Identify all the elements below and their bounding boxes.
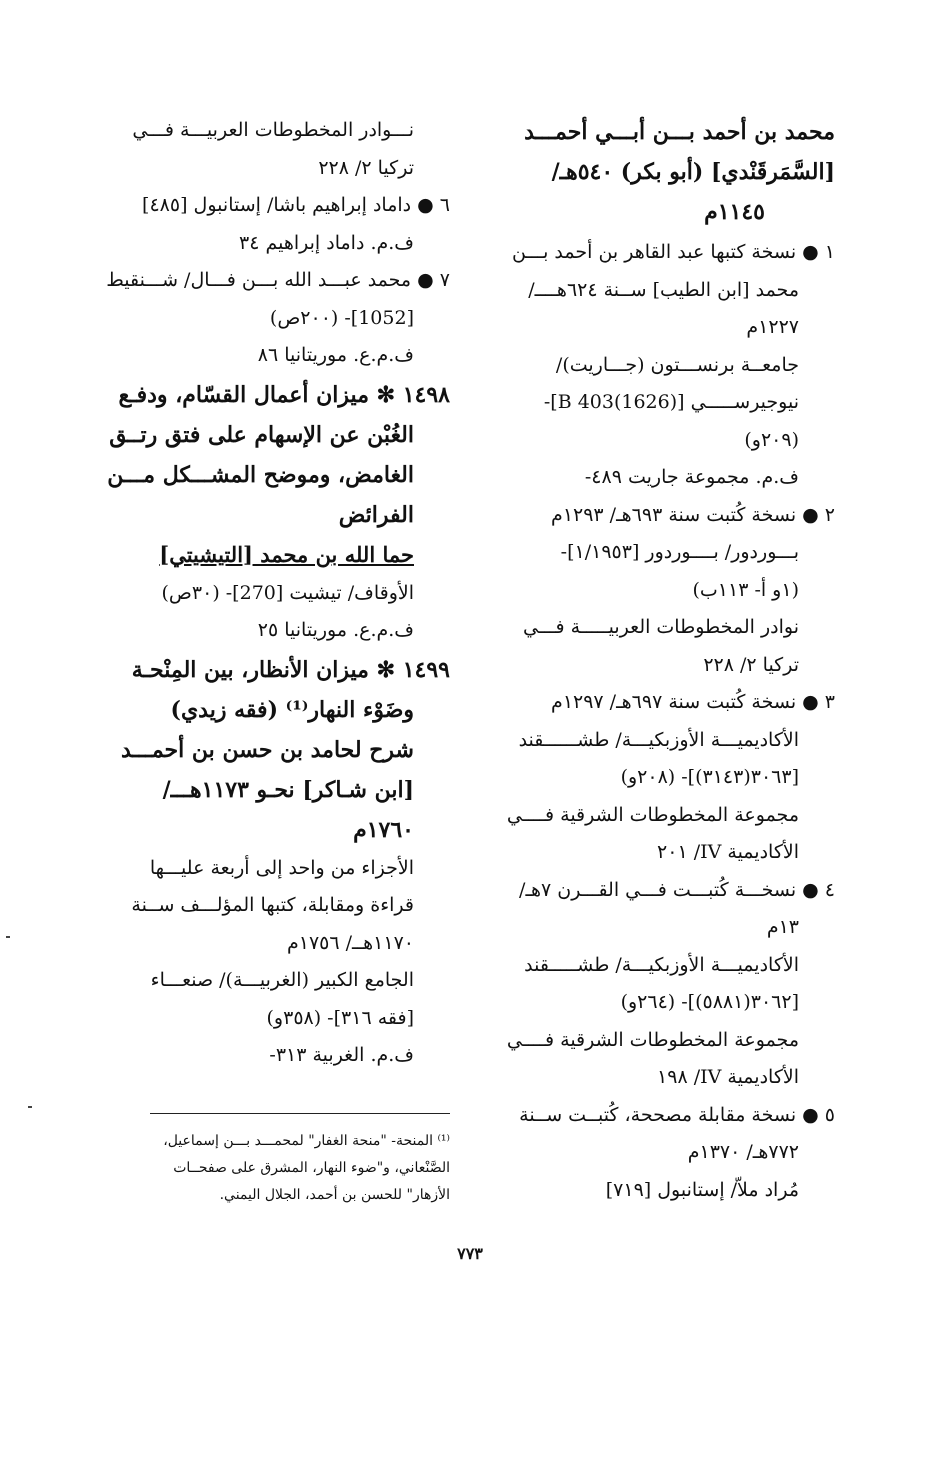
continued-lines [105,112,450,187]
item-line: ١٣م [766,916,799,938]
entry-title-line: الغُبْن عن الإسهام على فتق رتــق [109,421,414,448]
heading-line: ١١٤٥م [704,199,765,225]
item-line: (١و أ- ١١٣ب) [692,578,799,601]
item-line: (٢٠٩و) [744,428,799,451]
entry-author-heading [500,112,835,232]
copy-item-5 [500,1097,835,1210]
entry-title-line: ١٤٩٩ ✻ ميزان الأنظار، بين المِنْحـة [131,656,450,683]
entry-title-line: شرح لحامد بن حسن بن أحمـــد [120,736,414,763]
entry-1499 [105,650,450,1075]
item-line: ٥ ● نسخة مقابلة مصححة، كُتبــت ســنة [519,1103,835,1126]
item-line: [فقه ٣١٦]- (٣٥٨و) [266,1006,414,1029]
item-line: ف.م. الغربية ٣١٣- [269,1044,414,1066]
page-number: ٧٧٣ [457,1244,483,1263]
item-line: [٣٠٦٢(٥٨٨١)]- (٢٦٤و) [620,991,799,1013]
item-line: بـــوردور/ بــــوردور [١/١٩٥٣]- [560,541,799,563]
item-line: ٢ ● نسخة كُتبت سنة ٦٩٣هـ/ ١٢٩٣م [551,503,835,526]
item-line: تركيا ٢/ ٢٢٨ [318,156,414,179]
footnote-line: الصَّنْعاني، و"ضوء النهار، المشرق على صفحــات [173,1160,450,1176]
item-line: تركيا ٢/ ٢٢٨ [703,653,799,676]
item-line: ف.م. داماد إبراهيم ٣٤ [239,231,414,254]
item-line: ٣ ● نسخة كُتبت سنة ٦٩٧هـ/ ١٢٩٧م [551,691,835,713]
entry-author-line [105,535,450,575]
item-line: الأكاديمية IV/ ١٩٨ [657,1066,799,1088]
item-line: الأجزاء من واحد إلى أربعة عليـــها [149,856,414,879]
entry-title-line: وضَوْء النهار⁽¹⁾ (فقه زيدي) [170,696,414,723]
item-line: ٧ ● محمد عبـــد الله بـــن فـــال/ شـــنقيط [106,269,450,291]
item-line: الأوقاف/ تيشيت [270]- (٣٠ص) [161,581,414,604]
item-line: ف.م. مجموعة جاريت ٤٨٩- [584,466,799,488]
item-line: ١١٧٠هــ/ ١٧٥٦م [286,931,414,954]
entry-title-line: [ابن شـاكر] نحـو ١١٧٣هـــ/ [162,776,414,803]
footnote-divider [150,1113,450,1114]
copy-item-7 [105,262,450,375]
item-line: الجامع الكبير (الغربيـــة)/ صنعـــاء [150,969,414,991]
entry-title-line: الفرائض [338,501,414,528]
author-nisba: [التيشيتي] [159,541,253,567]
item-line: [1052]- (٢٠٠ص) [269,306,414,329]
item-line: قراءة ومقابلة، كتبها المؤلـــف ســنة [131,894,414,916]
heading-line: [السَّمَرقَنْدي] (أبو بكر) ٥٤٠هـ/ [551,159,835,185]
entry-title-line: ١٧٦٠م [353,816,414,843]
right-column [500,112,835,1209]
item-line: ٧٧٢هـ/ ١٣٧٠م [687,1141,799,1163]
footnote-line: ⁽¹⁾ المنحة- "منحة الغفار" لمحمـــد بـــن إسماعيل، [163,1133,450,1149]
item-line: مجموعة المخطوطات الشرقية فــــي [506,1028,799,1051]
item-line: الأكاديميـــة الأوزبكيـــة/ طشـــــقند [524,953,799,976]
scan-speck [28,1106,32,1108]
item-line: جامعــة برنســـتون (جـــاريت)/ [555,353,799,376]
item-line: [٣٠٦٣(٣١٤٣)]- (٢٠٨و) [620,766,799,788]
item-line: ف.م.ع. موريتانيا ٨٦ [257,344,414,366]
copy-item-6 [105,187,450,262]
footnote-line: الأزهار" للحسن بن أحمد، الجلال اليمني. [219,1187,450,1203]
footnote [150,1128,450,1209]
item-line: الأكاديمية IV/ ٢٠١ [657,841,799,863]
scan-speck [6,936,10,938]
heading-line: محمد بن أحمد بـــن أبـــي أحمـــد [524,119,835,145]
item-line: مُراد ملاّ/ إستانبول [٧١٩] [605,1178,799,1201]
item-line: نوادر المخطوطات العربيـــــة فـــي [522,616,799,638]
copy-item-3 [500,684,835,872]
item-line: ٦ ● داماد إبراهيم باشا/ إستانبول [٤٨٥] [142,194,450,216]
copy-item-2 [500,497,835,685]
left-column [105,112,450,1075]
copy-item-4 [500,872,835,1097]
author-name: حما الله بن محمد [252,541,414,567]
item-line: نيوجيرســـــي [B 403(1626)]- [543,391,799,413]
item-line: الأكاديميـــة الأوزبكيـــة/ طشــــــقند [518,728,799,751]
item-line: ١ ● نسخة كتبها عبد القاهر بن أحمد بـــن [511,241,835,263]
item-line: مجموعة المخطوطات الشرقية فــــي [506,803,799,826]
item-line: ٤ ● نسخـــة كُتبـــت فـــي القـــرن ٧هـ/ [519,878,835,901]
item-line: نـــوادر المخطوطات العربيـــة فـــي [132,119,414,141]
entry-title-line: ١٤٩٨ ✻ ميزان أعمال القسّام، ودفـع [118,381,450,408]
copy-item-1 [500,234,835,497]
item-line: ١٢٢٧م [746,316,799,338]
entry-1498 [105,375,450,650]
entry-title-line: الغامض، وموضح المشـــكل مـــن [107,461,414,488]
item-line: محمد [ابن الطيب] ســنة ٦٢٤هــــ/ [528,278,799,301]
item-line: ف.م.ع. موريتانيا ٢٥ [257,619,414,641]
